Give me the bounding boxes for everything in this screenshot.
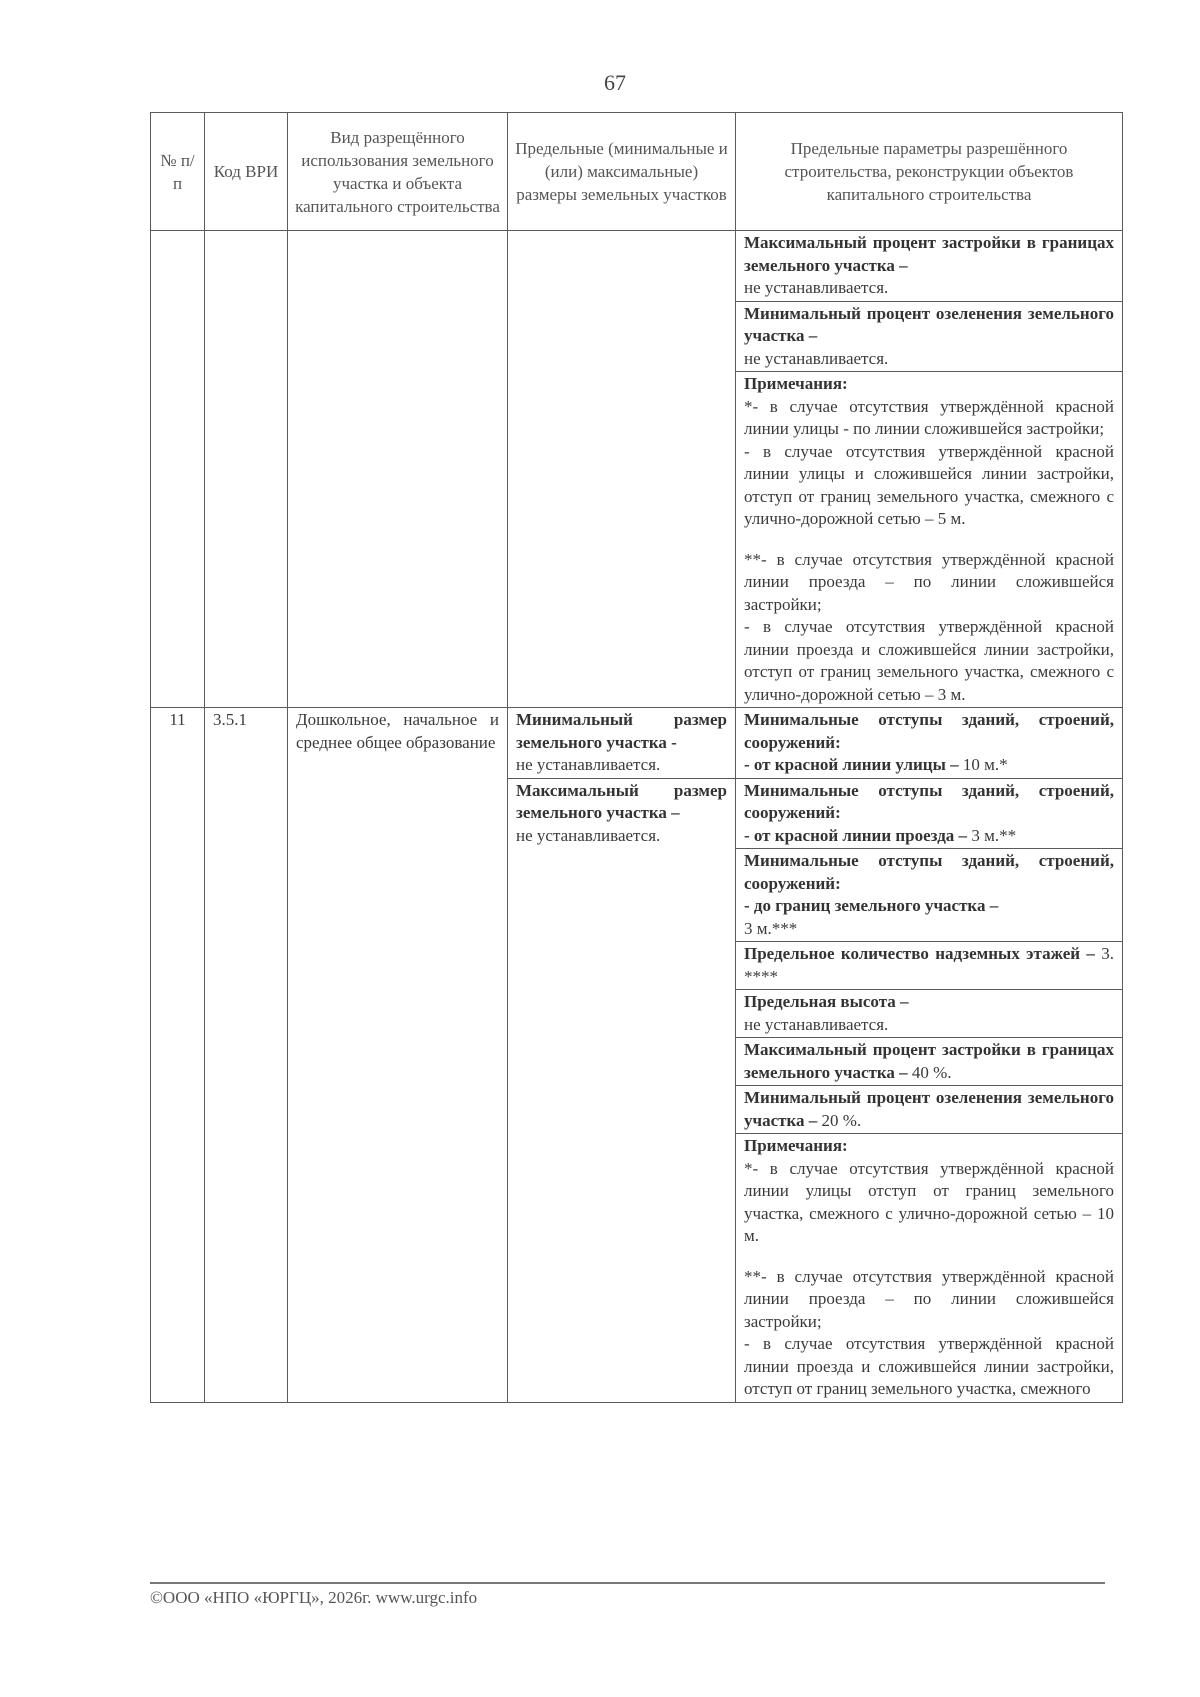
param-value: 20 %. [821,1110,862,1130]
table-header-row [151,113,1123,231]
param-title: Максимальный процент застройки в границах земельного участка – [744,1040,1114,1082]
note-item: - в случае отсутствия утверждённой красной линии проезда и сложившейся линии застройки, отступ от границ земельного участка, смежного с улично-дорожной сетью – 3 м. [744,617,1114,704]
notes-cell [736,1134,1123,1403]
param-value: не устанавливается. [744,278,889,297]
header-build-params: Предельные параметры разрешённого строительства, реконструкции объектов капитального строительства [736,113,1123,231]
row-use-type: Дошкольное, начальное и среднее общее образование [288,708,508,1403]
param-title: Максимальный процент застройки в границах земельного участка – [744,233,1114,275]
param-value: 3. **** [744,944,1114,986]
param-value: не устанавливается. [744,1014,889,1034]
param-title: Минимальные отступы зданий, строений, сооружений: [744,710,1114,752]
footer-copyright: ©ООО «НПО «ЮРГЦ», 2026г. www.urgc.info [150,1588,478,1607]
param-line: - от красной линии улицы – [744,755,959,774]
param-title: Предельное количество надземных этажей – [744,944,1095,963]
notes-cell [736,372,1123,708]
page-number: 67 [604,70,626,95]
note-item: **- в случае отсутствия утверждённой красной линии проезда – по линии сложившейся застройки; [744,1266,1114,1331]
footer-divider [150,1582,1105,1584]
table-row [151,708,1123,779]
max-size-cell [508,778,736,1402]
zoning-parameters-table [150,112,1123,1403]
param-title: Предельная высота – [744,992,909,1011]
param-value: 40 %. [911,1062,952,1082]
param-title: Минимальный процент озеленения земельного участка – [744,1088,1114,1130]
param-cell [736,990,1123,1038]
param-title: Минимальный процент озеленения земельного участка – [744,303,1114,345]
param-line: - до границ земельного участка – [744,896,999,915]
header-plot-size: Предельные (минимальные и (или) максимальные) размеры земельных участков [508,113,736,231]
note-item: *- в случае отсутствия утверждённой красной линии улицы - по линии сложившейся застройки; [744,396,1114,438]
row-code: 3.5.1 [205,708,288,1403]
header-number: № п/п [151,113,205,231]
note-item: **- в случае отсутствия утверждённой красной линии проезда – по линии сложившейся застройки; [744,549,1114,614]
param-value: 3 м.** [971,825,1017,845]
notes-title: Примечания: [744,1136,848,1155]
param-cell [736,301,1123,372]
note-item: - в случае отсутствия утверждённой красной линии улицы и сложившейся линии застройки, отступ от границ земельного участка, смежного с улично-дорожной сетью – 5 м. [744,441,1114,528]
row-number: 11 [151,708,205,1403]
param-cell [736,849,1123,942]
param-cell [736,1086,1123,1134]
min-size-title: Минимальный размер земельного участка - [516,710,727,752]
param-cell [736,708,1123,779]
min-size-value: не устанавливается. [516,755,661,774]
param-line: - от красной линии проезда – [744,825,968,845]
header-code: Код ВРИ [205,113,288,231]
param-title: Минимальные отступы зданий, строений, сооружений: [744,780,1114,822]
header-use-type: Вид разрещённого использования земельного участка и объекта капитального строительства [288,113,508,231]
param-cell [736,231,1123,302]
param-value: 3 м.*** [744,918,798,938]
min-size-cell [508,708,736,779]
note-item: *- в случае отсутствия утверждённой красной линии улицы отступ от границ земельного участка, смежного с улично-дорожной сетью – 10 м. [744,1158,1114,1245]
param-cell [736,778,1123,849]
table-row [151,231,1123,302]
param-cell [736,942,1123,990]
param-value: не устанавливается. [744,348,889,368]
notes-title: Примечания: [744,374,848,393]
note-item: - в случае отсутствия утверждённой красной линии проезда и сложившейся линии застройки, отступ от границ земельного участка, смежного [744,1334,1114,1398]
param-cell [736,1038,1123,1086]
max-size-title: Максимальный размер земельного участка – [516,780,727,822]
param-title: Минимальные отступы зданий, строений, сооружений: [744,851,1114,893]
max-size-value: не устанавливается. [516,825,661,845]
param-value: 10 м.* [962,755,1008,774]
